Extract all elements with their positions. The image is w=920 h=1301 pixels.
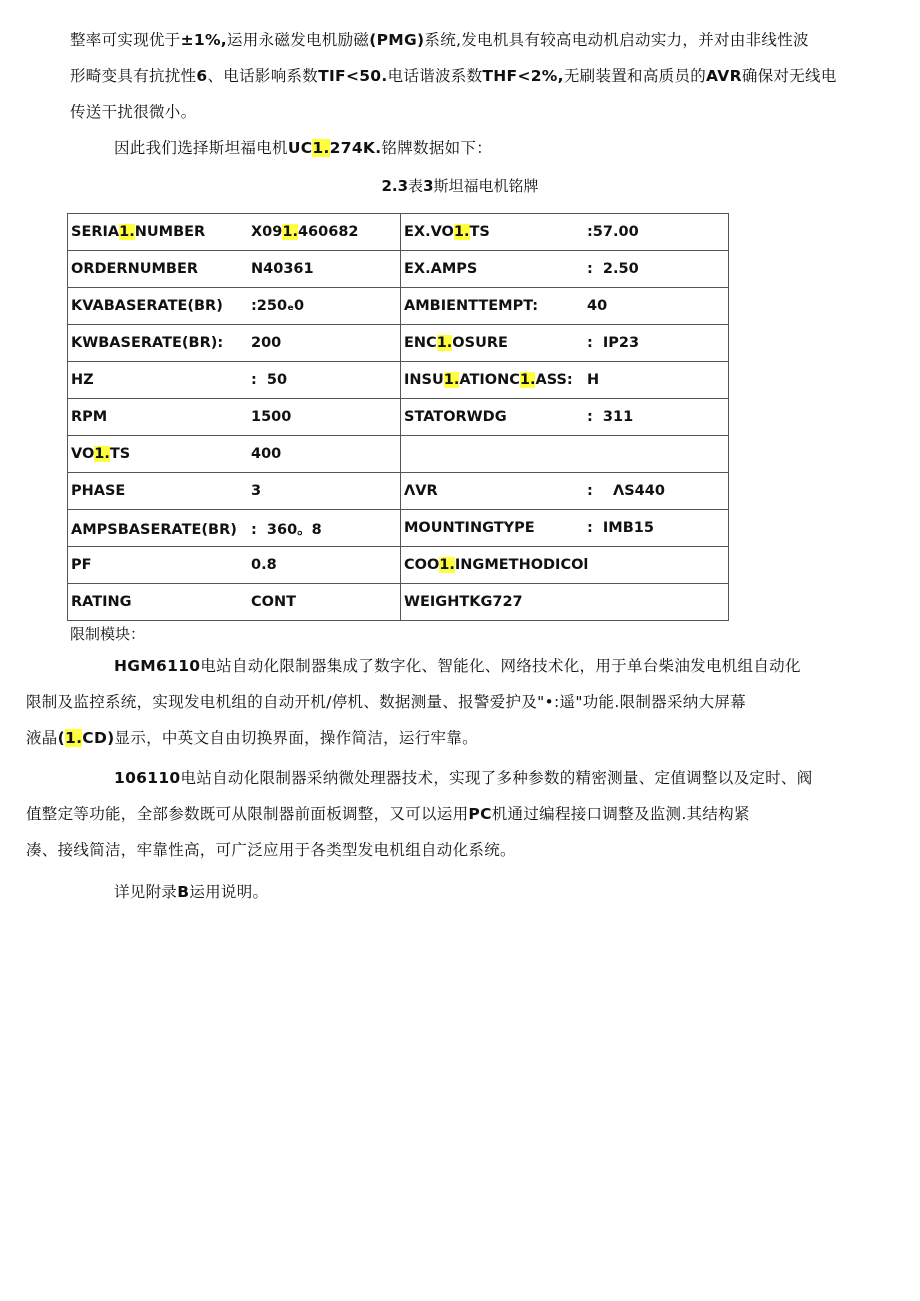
table-caption: 2.3表3斯坦福电机铭牌 — [381, 177, 539, 195]
table-cell: PHASE 3 — [68, 473, 401, 510]
appendix-note: 详见附录B运用说明。 — [114, 883, 269, 901]
table-cell: SERIA1.NUMBER X091.460682 — [68, 214, 401, 251]
table-cell: STATORWDG : 311 — [401, 399, 729, 436]
table-cell: HZ : 50 — [68, 362, 401, 399]
table-row — [68, 362, 729, 399]
table-row — [68, 473, 729, 510]
table-row — [68, 214, 729, 251]
intro-paragraph — [70, 22, 850, 130]
table-cell: KVABASERATE(BR) :250​ₑ​0 — [68, 288, 401, 325]
table-row — [68, 325, 729, 362]
table-cell: MOUNTINGTYPE : IMB15 — [401, 510, 729, 547]
control-paragraph-2: 106110电站自动化限制器采纳微处理器技术，实现了多种参数的精密测量、定值调整以及定时、阀 值整定等功能，全部参数既可从限制器前面板调整，又可以运用PC机通过编程接口调整及监测.其结构紧 凑、接线简洁，牢靠性高，可广泛应用于各类型发电机组自动化系统。 — [26, 769, 813, 859]
table-row — [68, 584, 729, 621]
table-row — [68, 436, 729, 473]
table-cell: RPM 1500 — [68, 399, 401, 436]
table-cell: INSU1.ATIONC1.ASS: H — [401, 362, 729, 399]
table-cell: AMPSBASERATE(BR) : 360。8 — [68, 510, 401, 547]
table-cell: KWBASERATE(BR): 200 — [68, 325, 401, 362]
table-cell: ΛVR : ΛS440 — [401, 473, 729, 510]
table-cell: EX.VO1.TS :57.00 — [401, 214, 729, 251]
intro-line-2: 形畸变具有抗扰性6、电话影响系数TIF<50.电话谐波系数THF<2%,无刷装置和高质员的AVR确保对无线电 — [70, 67, 837, 85]
table-row — [68, 288, 729, 325]
table-cell: PF 0.8 — [68, 547, 401, 584]
table-cell: EX.AMPS : 2.50 — [401, 251, 729, 288]
table-row — [68, 399, 729, 436]
table-row — [68, 251, 729, 288]
table-row — [68, 547, 729, 584]
table-row — [68, 510, 729, 547]
choice-sentence: 因此我们选择斯坦福电机UC1.274K.铭牌数据如下： — [114, 139, 493, 157]
table-cell: ORDERNUMBER N40361 — [68, 251, 401, 288]
table-cell: ENC1.OSURE : IP23 — [401, 325, 729, 362]
intro-line-1: 整率可实现优于±1%,运用永磁发电机励磁(PMG)系统,发电机具有较高电动机启动实力，并对由非线性波 — [70, 31, 809, 49]
table-cell: RATING CONT — [68, 584, 401, 621]
nameplate-table — [67, 213, 729, 621]
table-cell: WEIGHTKG727 — [401, 584, 729, 621]
table-cell — [401, 436, 729, 473]
intro-line-3: 传送干扰很微小。 — [70, 103, 197, 121]
control-paragraph-1: HGM6110电站自动化限制器集成了数字化、智能化、网络技术化，用于单台柴油发电机组自动化 限制及监控系统，实现发电机组的自动开机/停机、数据测量、报警爱护及"•:遥"功能.限制器采纳大屏幕 液晶(1.CD)显示，中英文自由切换界面，操作简洁，运行牢靠。 — [26, 657, 801, 747]
table-cell: VO1.TS 400 — [68, 436, 401, 473]
table-cell: AMBIENTTEMPT: 40 — [401, 288, 729, 325]
table-cell: COO1.INGMETHODICOl — [401, 547, 729, 584]
section-heading-control: 限制模块： — [70, 625, 146, 643]
